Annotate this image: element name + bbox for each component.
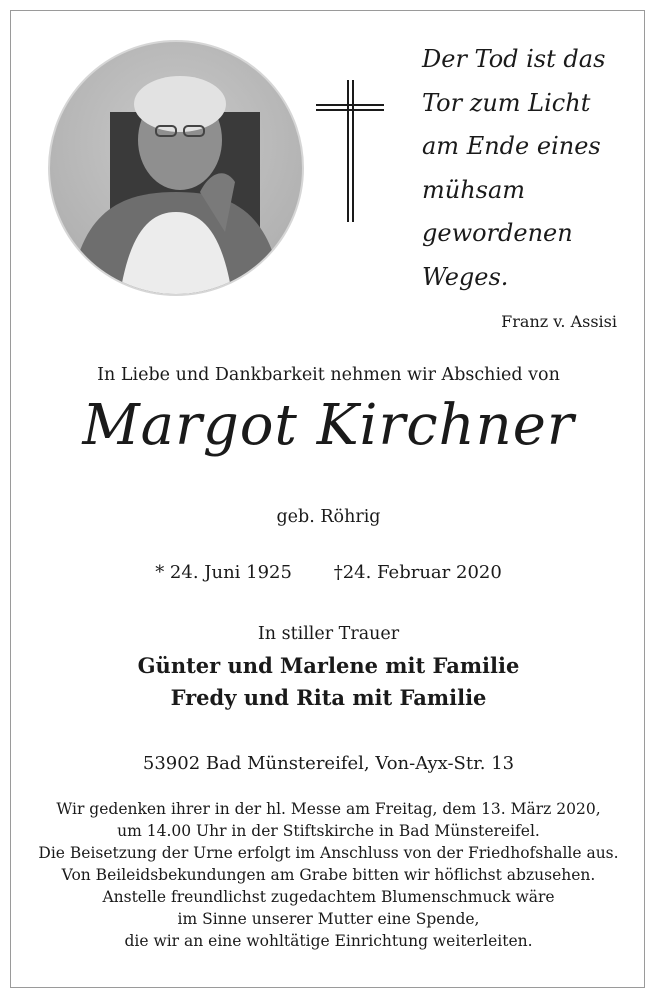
intro-text: In Liebe und Dankbarkeit nehmen wir Abschied von — [97, 365, 560, 385]
notice-line: Wir gedenken ihrer in der hl. Messe am Freitag, dem 13. März 2020, — [56, 800, 601, 818]
notice-line: Die Beisetzung der Urne erfolgt im Anschluss von der Friedhofshalle aus. — [38, 844, 619, 862]
quote-line: Weges. — [422, 262, 509, 291]
notice-line: Anstelle freundlichst zugedachtem Blumenschmuck wäre — [102, 888, 555, 906]
address: 53902 Bad Münstereifel, Von-Ayx-Str. 13 — [142, 753, 515, 774]
notice-line: die wir an eine wohltätige Einrichtung weiterleiten. — [124, 932, 533, 950]
quote-author: Franz v. Assisi — [501, 312, 617, 331]
notice-line: im Sinne unserer Mutter eine Spende, — [177, 910, 480, 928]
notice-line: um 14.00 Uhr in der Stiftskirche in Bad Münstereifel. — [117, 822, 540, 840]
family-line: Günter und Marlene mit Familie — [137, 653, 520, 678]
quote-line: Der Tod ist das — [422, 45, 606, 73]
deceased-name: Margot Kirchner — [82, 393, 575, 458]
quote-text — [422, 38, 642, 299]
cross-icon — [316, 80, 384, 222]
service-notice — [0, 798, 657, 952]
portrait-illustration — [50, 42, 302, 294]
life-dates — [0, 562, 657, 583]
quote-line: mühsam — [422, 175, 526, 204]
birth-name: geb. Röhrig — [276, 507, 381, 527]
notice-line: Von Beileidsbekundungen am Grabe bitten wir höflichst abzusehen. — [61, 866, 596, 884]
family-line: Fredy und Rita mit Familie — [170, 685, 487, 710]
quote-line: gewordenen — [422, 219, 573, 247]
death-date: †24. Februar 2020 — [333, 562, 502, 583]
mourning-heading: In stiller Trauer — [257, 624, 400, 644]
quote-line: am Ende eines — [422, 132, 601, 160]
portrait-photo — [48, 40, 304, 296]
birth-date: * 24. Juni 1925 — [155, 562, 292, 583]
quote-line: Tor zum Licht — [422, 88, 591, 117]
